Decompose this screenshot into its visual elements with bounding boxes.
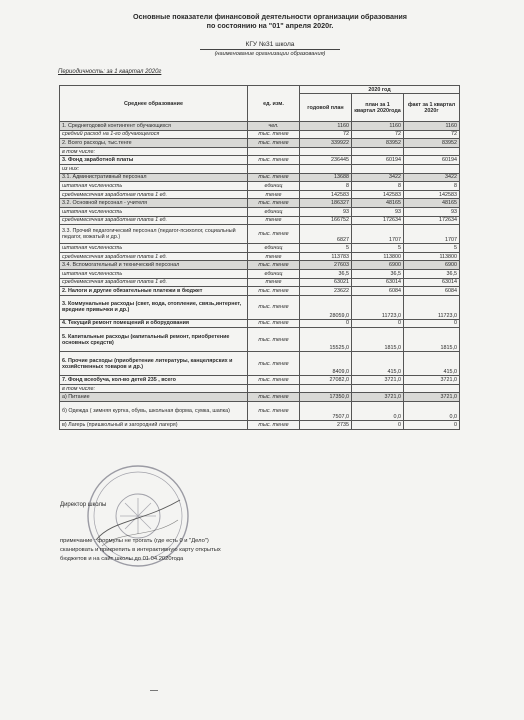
financial-table <box>59 85 460 430</box>
row-label: 3. Коммунальные расходы (свет, вода, отопление, связь,интернет, вредние привычки и др.) <box>60 295 248 319</box>
row-annual-plan: 17350,0 <box>300 393 352 402</box>
row-unit: тыс. тенге <box>248 156 300 165</box>
row-annual-plan: 339922 <box>300 139 352 148</box>
row-unit: тыс. тенге <box>248 139 300 148</box>
row-q1-fact: 63014 <box>404 278 460 287</box>
row-label: среднемесячная заработная плата 1 ед. <box>60 190 248 199</box>
header-year-group: 2020 год <box>300 86 460 94</box>
row-label: среднемесячная заработная плата 1 ед. <box>60 278 248 287</box>
header-q1-plan: план за 1 квартал 2020года <box>352 94 404 122</box>
table-row <box>60 190 460 199</box>
row-q1-fact: 1815,0 <box>404 328 460 352</box>
row-label: в том числе: <box>60 384 248 393</box>
row-q1-plan: 6900 <box>352 261 404 270</box>
header-annual-plan: годовой план <box>300 94 352 122</box>
row-label: штатная численность <box>60 182 248 191</box>
row-annual-plan: 28059,0 <box>300 295 352 319</box>
row-annual-plan: 166752 <box>300 216 352 225</box>
row-q1-fact: 83952 <box>404 139 460 148</box>
row-annual-plan <box>300 164 352 173</box>
row-unit: тыс. тенге <box>248 173 300 182</box>
row-q1-plan: 1707 <box>352 225 404 244</box>
row-q1-plan <box>352 147 404 156</box>
row-label: 3.3. Прочий педагогический персонал (педагог-психолог, социальный педагог, вожатый и др.) <box>60 225 248 244</box>
row-label: 3.4. Вспомогательный и технический персонал <box>60 261 248 270</box>
row-q1-fact: 0 <box>404 319 460 328</box>
row-unit: тыс. тенге <box>248 393 300 402</box>
row-label: из них: <box>60 164 248 173</box>
table-row <box>60 130 460 139</box>
row-annual-plan: 8 <box>300 182 352 191</box>
row-q1-plan: 415,0 <box>352 352 404 376</box>
reporting-period: Периодичность: за 1 квартал 2020г <box>58 69 162 75</box>
row-annual-plan: 8409,0 <box>300 352 352 376</box>
row-q1-plan: 8 <box>352 182 404 191</box>
table-row <box>60 421 460 430</box>
row-unit <box>248 147 300 156</box>
row-annual-plan: 0 <box>300 319 352 328</box>
row-q1-plan: 0 <box>352 319 404 328</box>
row-annual-plan: 113783 <box>300 252 352 261</box>
row-unit: единиц <box>248 244 300 253</box>
row-q1-plan: 63014 <box>352 278 404 287</box>
row-q1-fact: 6900 <box>404 261 460 270</box>
row-unit: тыс. тенге <box>248 402 300 421</box>
row-annual-plan: 1160 <box>300 122 352 131</box>
row-q1-plan: 60194 <box>352 156 404 165</box>
table-row <box>60 156 460 165</box>
row-q1-fact: 172634 <box>404 216 460 225</box>
row-unit: тенге <box>248 216 300 225</box>
row-label: а) Питание <box>60 393 248 402</box>
row-q1-plan: 3721,0 <box>352 393 404 402</box>
row-annual-plan: 27082,0 <box>300 376 352 385</box>
row-q1-fact: 72 <box>404 130 460 139</box>
row-label: 6. Прочие расходы (приобретение литературы, канцелярских и хозяйственных товаров и др.) <box>60 352 248 376</box>
table-row <box>60 384 460 393</box>
table-row <box>60 147 460 156</box>
row-annual-plan: 2735 <box>300 421 352 430</box>
row-unit: тыс. тенге <box>248 130 300 139</box>
title-line-2: по состоянию на "01" апреля 2020г. <box>206 21 334 30</box>
row-annual-plan: 6827 <box>300 225 352 244</box>
row-unit: единиц <box>248 182 300 191</box>
row-unit: тыс. тенге <box>248 352 300 376</box>
row-label: 7. Фонд всеобуча, кол-во детей 235 , всего <box>60 376 248 385</box>
row-label: штатная численность <box>60 207 248 216</box>
row-q1-fact: 415,0 <box>404 352 460 376</box>
row-q1-plan: 172634 <box>352 216 404 225</box>
row-q1-plan: 0 <box>352 421 404 430</box>
row-q1-plan: 113800 <box>352 252 404 261</box>
row-unit: чел. <box>248 122 300 131</box>
row-q1-plan: 83952 <box>352 139 404 148</box>
row-unit <box>248 384 300 393</box>
table-row <box>60 352 460 376</box>
table-row <box>60 278 460 287</box>
table-row <box>60 164 460 173</box>
row-q1-fact: 6084 <box>404 287 460 296</box>
row-q1-plan: 1815,0 <box>352 328 404 352</box>
table-row <box>60 207 460 216</box>
row-label: 3. Фонд заработной платы <box>60 156 248 165</box>
row-q1-fact: 3721,0 <box>404 393 460 402</box>
row-q1-fact: 1707 <box>404 225 460 244</box>
table-row <box>60 295 460 319</box>
row-unit: тыс. тенге <box>248 295 300 319</box>
row-label: 3.2. Основной персонал - учителя <box>60 199 248 208</box>
row-q1-fact: 11723,0 <box>404 295 460 319</box>
row-q1-plan: 5 <box>352 244 404 253</box>
row-q1-fact: 0,0 <box>404 402 460 421</box>
row-q1-fact: 1160 <box>404 122 460 131</box>
row-annual-plan: 27603 <box>300 261 352 270</box>
table-row <box>60 319 460 328</box>
table-row <box>60 287 460 296</box>
row-annual-plan: 63021 <box>300 278 352 287</box>
row-annual-plan: 142583 <box>300 190 352 199</box>
row-annual-plan: 15525,0 <box>300 328 352 352</box>
row-q1-plan: 36,5 <box>352 269 404 278</box>
row-label: штатная численность <box>60 244 248 253</box>
row-q1-fact: 5 <box>404 244 460 253</box>
row-annual-plan: 72 <box>300 130 352 139</box>
table-row <box>60 402 460 421</box>
title-line-1: Основные показатели финансовой деятельности организации образования <box>133 12 407 21</box>
row-q1-plan: 6084 <box>352 287 404 296</box>
row-q1-plan: 142583 <box>352 190 404 199</box>
row-unit: единиц <box>248 269 300 278</box>
row-q1-plan <box>352 164 404 173</box>
row-q1-fact: 3422 <box>404 173 460 182</box>
table-row <box>60 328 460 352</box>
row-label: в) Лагерь (пришкольный и загородний лагеря) <box>60 421 248 430</box>
row-annual-plan: 186327 <box>300 199 352 208</box>
row-annual-plan: 236445 <box>300 156 352 165</box>
row-q1-plan: 1160 <box>352 122 404 131</box>
row-unit: тыс. тенге <box>248 319 300 328</box>
footnote-line-3: бюджетов и на сайт школы до 01.04.2020года <box>60 556 184 562</box>
row-unit: тыс. тенге <box>248 328 300 352</box>
table-row <box>60 182 460 191</box>
row-label: 1. Среднегодовой контингент обучающихся <box>60 122 248 131</box>
table-row <box>60 216 460 225</box>
header-q1-fact: факт за 1 квартал 2020г <box>404 94 460 122</box>
table-row <box>60 376 460 385</box>
row-annual-plan: 13688 <box>300 173 352 182</box>
footnote-line-2: сканировать и прикрепить в интерактивную карту открытых <box>60 547 221 553</box>
row-unit: тенге <box>248 252 300 261</box>
row-q1-fact: 142583 <box>404 190 460 199</box>
row-label: среднемесячная заработная плата 1 ед. <box>60 252 248 261</box>
row-label: 3.1. Административный персонал <box>60 173 248 182</box>
row-label: среднемесячная заработная плата 1 ед. <box>60 216 248 225</box>
table-row <box>60 225 460 244</box>
table-row <box>60 252 460 261</box>
table-row <box>60 269 460 278</box>
header-main: Среднее образование <box>60 86 248 122</box>
row-q1-fact: 0 <box>404 421 460 430</box>
row-label: в том числе: <box>60 147 248 156</box>
table-row <box>60 393 460 402</box>
row-unit: тыс. тенге <box>248 421 300 430</box>
row-annual-plan: 23622 <box>300 287 352 296</box>
row-label: средний расход на 1-го обучающегося <box>60 130 248 139</box>
row-annual-plan <box>300 384 352 393</box>
row-q1-plan: 48165 <box>352 199 404 208</box>
row-unit: тенге <box>248 190 300 199</box>
table-row <box>60 261 460 270</box>
table-row <box>60 244 460 253</box>
table-row <box>60 122 460 131</box>
row-unit <box>248 164 300 173</box>
row-unit: тыс. тенге <box>248 199 300 208</box>
row-annual-plan <box>300 147 352 156</box>
scan-mark <box>150 690 158 691</box>
table-row <box>60 139 460 148</box>
row-q1-fact: 3721,0 <box>404 376 460 385</box>
row-q1-plan: 3721,0 <box>352 376 404 385</box>
row-q1-fact: 113800 <box>404 252 460 261</box>
table-row <box>60 199 460 208</box>
row-annual-plan: 5 <box>300 244 352 253</box>
document-title <box>120 12 420 30</box>
row-label: штатная численность <box>60 269 248 278</box>
row-unit: тыс. тенге <box>248 376 300 385</box>
row-annual-plan: 7507,0 <box>300 402 352 421</box>
row-annual-plan: 93 <box>300 207 352 216</box>
organization-name: КГУ №31 школа <box>200 40 340 50</box>
row-unit: тенге <box>248 278 300 287</box>
row-q1-fact <box>404 147 460 156</box>
row-q1-fact: 48165 <box>404 199 460 208</box>
row-annual-plan: 36,5 <box>300 269 352 278</box>
director-signature-line: Директор школы <box>60 502 107 508</box>
row-unit: тыс. тенге <box>248 261 300 270</box>
row-q1-plan: 11723,0 <box>352 295 404 319</box>
header-unit: ед. изм. <box>248 86 300 122</box>
footnote-line-1: примечание : формулы не трогать (где есть 0 и "Дело") <box>60 538 209 544</box>
row-unit: единиц <box>248 207 300 216</box>
row-q1-plan: 72 <box>352 130 404 139</box>
footnote <box>60 537 320 564</box>
row-q1-fact <box>404 164 460 173</box>
row-label: б) Одежда ( зимняя куртка, обувь, школьная форма, сумка, шапка) <box>60 402 248 421</box>
row-q1-fact: 36,5 <box>404 269 460 278</box>
row-q1-plan: 0,0 <box>352 402 404 421</box>
row-q1-plan <box>352 384 404 393</box>
row-q1-fact: 93 <box>404 207 460 216</box>
table-row <box>60 173 460 182</box>
row-unit: тыс. тенге <box>248 225 300 244</box>
row-q1-fact: 60194 <box>404 156 460 165</box>
row-q1-fact: 8 <box>404 182 460 191</box>
organization-caption: (наименование организации образования) <box>214 51 326 57</box>
row-unit: тыс. тенге <box>248 287 300 296</box>
row-q1-fact <box>404 384 460 393</box>
row-q1-plan: 3422 <box>352 173 404 182</box>
row-label: 5. Капитальные расходы (капитальный ремонт, приобретение основных средств) <box>60 328 248 352</box>
row-label: 2. Всего расходы, тыс.тенге <box>60 139 248 148</box>
row-label: 4. Текущий ремонт помещений и оборудования <box>60 319 248 328</box>
row-label: 2. Налоги и другие обязательные платежи в бюджет <box>60 287 248 296</box>
row-q1-plan: 93 <box>352 207 404 216</box>
